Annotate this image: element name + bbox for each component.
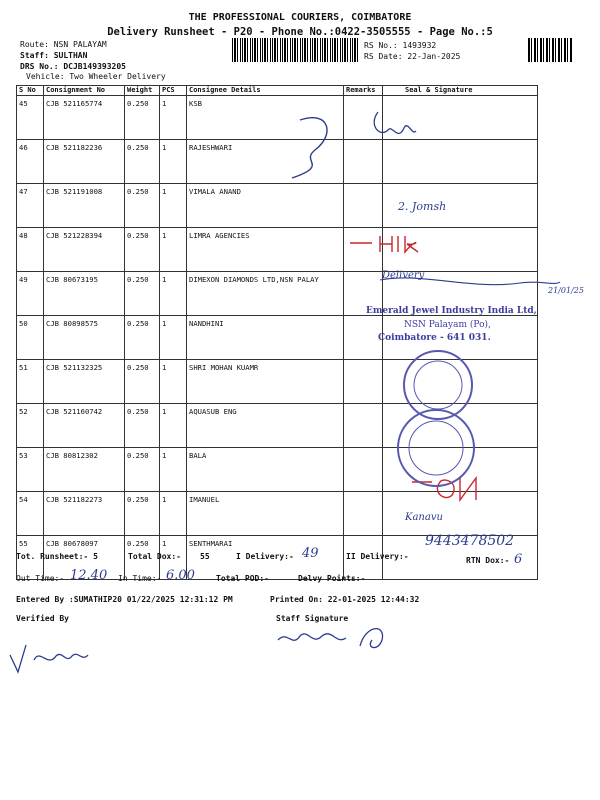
ii-delivery-label: II Delivery:- — [346, 552, 409, 561]
cell-weight: 0.250 — [125, 404, 160, 448]
cell-consignment: CJB 521228394 — [44, 228, 125, 272]
cell-weight: 0.250 — [125, 360, 160, 404]
cell-pcs: 1 — [160, 228, 187, 272]
cell-sno: 45 — [17, 96, 44, 140]
red-remark-mark-54 — [412, 478, 476, 500]
total-pod-label: Total POD:- — [216, 574, 269, 583]
total-dox-value: 55 — [200, 552, 210, 561]
cell-consignee: VIMALA ANAND — [187, 184, 344, 228]
rtn-dox-value: 6 — [514, 552, 523, 567]
runsheet-title: Delivery Runsheet - P20 - Phone No.:0422-3505555 - Page No.:5 — [107, 26, 493, 38]
verified-by-label: Verified By — [16, 614, 69, 623]
cell-consignee: BALA — [187, 448, 344, 492]
cell-consignee: KSB — [187, 96, 344, 140]
company-title: THE PROFESSIONAL COURIERS, COIMBATORE — [188, 12, 412, 23]
signature-45 — [374, 112, 416, 133]
i-delivery-label: I Delivery:- — [236, 552, 294, 561]
delvy-points-label: Delvy Points:- — [298, 574, 366, 583]
entered-by: Entered By :SUMATHIP20 01/22/2025 12:31:12 PM — [16, 595, 233, 604]
cell-pcs: 1 — [160, 404, 187, 448]
cell-weight: 0.250 — [125, 492, 160, 536]
in-time-value: 6.00 — [166, 568, 195, 583]
col-sno: S No — [17, 86, 44, 96]
stamp-line2: NSN Palayam (Po), — [404, 320, 491, 330]
cell-weight: 0.250 — [125, 184, 160, 228]
cell-weight: 0.250 — [125, 272, 160, 316]
cell-pcs: 1 — [160, 536, 187, 580]
cell-sno: 51 — [17, 360, 44, 404]
rs-date: RS Date: 22-Jan-2025 — [364, 52, 461, 61]
cell-pcs: 1 — [160, 272, 187, 316]
col-pcs: PCS — [160, 86, 187, 96]
out-time-label: Out Time:- — [16, 574, 65, 583]
red-remark-mark-48 — [350, 236, 418, 252]
out-time-value: 12.40 — [70, 568, 108, 583]
cell-sno: 50 — [17, 316, 44, 360]
cell-pcs: 1 — [160, 184, 187, 228]
route-label: Route: NSN PALAYAM — [20, 40, 107, 49]
cell-pcs: 1 — [160, 316, 187, 360]
col-consignee: Consignee Details — [187, 86, 344, 96]
rs-number: RS No.: 1493932 — [364, 41, 437, 50]
col-weight: Weight — [125, 86, 160, 96]
cell-weight: 0.250 — [125, 140, 160, 184]
in-time-label: In Time:- — [118, 574, 162, 583]
hand-note-47: 2. Jomsh — [398, 200, 447, 213]
cell-consignment: CJB 80898575 — [44, 316, 125, 360]
cell-sno: 52 — [17, 404, 44, 448]
total-dox-label: Total Dox:- — [128, 552, 181, 561]
cell-consignment: CJB 80678097 — [44, 536, 125, 580]
printed-on: Printed On: 22-01-2025 12:44:32 — [270, 595, 420, 604]
hand-note-49: Delivery — [382, 270, 425, 281]
cell-sno: 55 — [17, 536, 44, 580]
cell-consignee: IMANUEL — [187, 492, 344, 536]
cell-pcs: 1 — [160, 140, 187, 184]
drs-number: DRS No.: DCJB149393205 — [20, 62, 126, 71]
cell-consignment: CJB 521191008 — [44, 184, 125, 228]
col-seal-signature: Seal & Signature — [383, 86, 538, 96]
stamp-line1: Emerald Jewel Industry India Ltd, — [366, 306, 537, 316]
cell-consignment: CJB 521160742 — [44, 404, 125, 448]
cell-pcs: 1 — [160, 96, 187, 140]
pen-scribble-mark — [292, 118, 327, 178]
cell-weight: 0.250 — [125, 96, 160, 140]
cell-consignment: CJB 80673195 — [44, 272, 125, 316]
cell-weight: 0.250 — [125, 228, 160, 272]
cell-consignment: CJB 521132325 — [44, 360, 125, 404]
cell-consignee: LIMRA AGENCIES — [187, 228, 344, 272]
cell-consignment: CJB 521165774 — [44, 96, 125, 140]
rtn-dox-label: RTN Dox:- — [466, 556, 510, 565]
staff-signature-label: Staff Signature — [276, 614, 349, 623]
cell-consignee: SENTHMARAI — [187, 536, 344, 580]
hand-phone: 9443478502 — [425, 533, 515, 549]
cell-consignment: CJB 80812302 — [44, 448, 125, 492]
cell-consignment: CJB 521182236 — [44, 140, 125, 184]
hand-date-49: 21/01/25 — [548, 286, 584, 295]
cell-consignee: RAJESHWARI — [187, 140, 344, 184]
cell-weight: 0.250 — [125, 448, 160, 492]
hand-name-55: Kanavu — [405, 512, 443, 523]
cell-consignee: DIMEXON DIAMONDS LTD,NSN PALAY — [187, 272, 344, 316]
col-remarks: Remarks — [344, 86, 383, 96]
staff-label: Staff: SULTHAN — [20, 51, 88, 60]
cell-weight: 0.250 — [125, 536, 160, 580]
cell-consignment: CJB 521182273 — [44, 492, 125, 536]
staff-signature — [278, 629, 383, 648]
cell-weight: 0.250 — [125, 316, 160, 360]
cell-sno: 46 — [17, 140, 44, 184]
company-seal-bottom-inner — [409, 421, 463, 475]
tot-runsheet: Tot. Runsheet:- 5 — [16, 552, 98, 561]
company-seal-top-inner — [414, 361, 462, 409]
cell-pcs: 1 — [160, 492, 187, 536]
cell-pcs: 1 — [160, 360, 187, 404]
cell-sno: 54 — [17, 492, 44, 536]
cell-consignee: AQUASUB ENG — [187, 404, 344, 448]
vehicle-label: Vehicle: Two Wheeler Delivery — [26, 72, 166, 81]
cell-sno: 49 — [17, 272, 44, 316]
stamp-line3: Coimbatore - 641 031. — [378, 333, 491, 343]
cell-consignee: NANDHINI — [187, 316, 344, 360]
cell-sno: 53 — [17, 448, 44, 492]
cell-pcs: 1 — [160, 448, 187, 492]
cell-sno: 48 — [17, 228, 44, 272]
col-consignment: Consignment No — [44, 86, 125, 96]
cell-consignee: SHRI MOHAN KUAMR — [187, 360, 344, 404]
i-delivery-value: 49 — [302, 546, 319, 561]
cell-sno: 47 — [17, 184, 44, 228]
verified-signature — [10, 645, 88, 672]
